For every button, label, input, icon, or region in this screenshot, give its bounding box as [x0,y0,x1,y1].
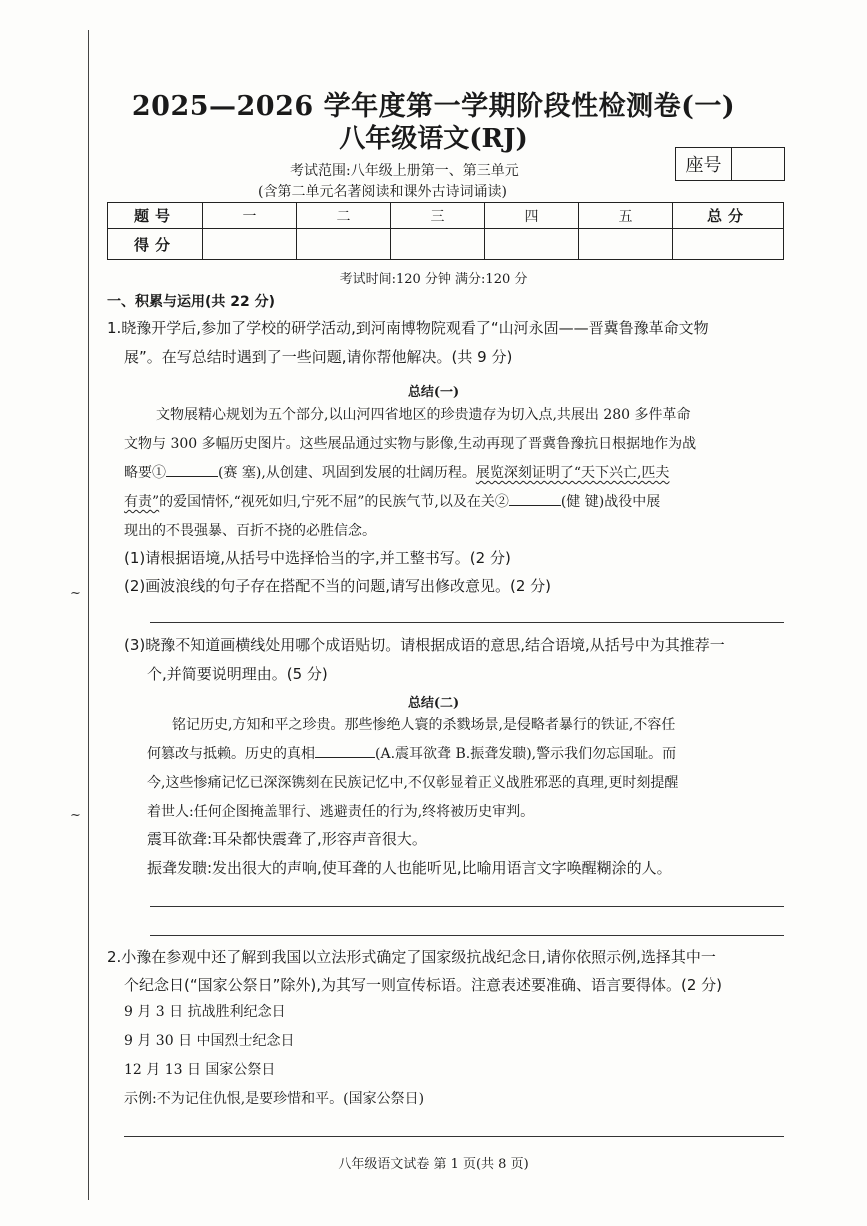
score-cell[interactable] [203,229,297,260]
score-header-total: 总分 [673,203,784,229]
passage-line [147,740,676,769]
memorial-day: 9 月 3 日 抗战胜利纪念日 [124,1004,286,1020]
wavy-sentence: 展览深刻证明了“天下兴亡,匹夫 [475,465,670,481]
exam-subtitle: 八年级语文(RJ) [339,124,528,154]
score-header-label: 题号 [108,203,203,229]
memorial-day: 9 月 30 日 中国烈士纪念日 [124,1033,295,1049]
seat-number-field[interactable] [732,148,784,180]
exam-title: 2025—2026 学年度第一学期阶段性检测卷(一) [131,91,736,122]
sub-question: (2)画波浪线的句子存在搭配不当的问题,请写出修改意见。(2 分) [124,577,552,595]
question-text: 2.小豫在参观中还了解到我国以立法形式确定了国家级抗战纪念日,请你依照示例,选择其中一 [107,948,716,966]
passage-line: 文物与 300 多幅历史图片。这些展品通过实物与影像,生动再现了晋冀鲁豫抗日根据地作为战 [124,436,697,452]
blank-2[interactable] [509,491,561,506]
question-text: 展”。在写总结时遇到了一些问题,请你帮他解决。(共 9 分) [124,348,513,366]
idiom-definition: 震耳欲聋:耳朵都快震聋了,形容声音很大。 [147,830,427,848]
binding-line [88,30,89,1200]
wavy-sentence: 有责” [124,494,160,510]
passage-fragment: (赛 塞),从创建、巩固到发展的壮阔历程。 [218,465,476,481]
passage-line: 铭记历史,方知和平之珍贵。那些惨绝人寰的杀戮场景,是侵略者暴行的铁证,不容任 [172,717,676,733]
passage-fragment: (A.震耳欲聋 B.振聋发聩),警示我们勿忘国耻。而 [375,746,677,762]
answer-line[interactable] [150,906,784,907]
passage-line [124,488,660,517]
sub-question: (3)晓豫不知道画横线处用哪个成语贴切。请根据成语的意思,结合语境,从括号中为其推荐一 [124,636,725,654]
blank-3[interactable] [315,743,375,758]
score-header-cell: 五 [579,203,673,229]
question-text: 1.晓豫开学后,参加了学校的研学活动,到河南博物院观看了“山河永固——晋冀鲁豫革命文物 [107,319,709,337]
section-heading: 一、积累与运用(共 22 分) [107,294,276,310]
score-cell[interactable] [579,229,673,260]
seat-number-box [675,147,785,181]
sub-question: 个,并简要说明理由。(5 分) [147,665,328,683]
page-footer: 八年级语文试卷 第 1 页(共 8 页) [338,1157,529,1172]
summary-title: 总结(二) [407,696,460,711]
answer-line[interactable] [150,935,784,936]
passage-line [124,459,669,488]
passage-line: 着世人:任何企图掩盖罪行、逃避责任的行为,终将被历史审判。 [147,804,535,820]
answer-line[interactable] [150,622,784,623]
score-header-cell: 四 [485,203,579,229]
passage-fragment: (健 键)战役中展 [560,494,661,510]
score-header-cell: 二 [297,203,391,229]
example-slogan: 示例:不为记住仇恨,是要珍惜和平。(国家公祭日) [124,1091,425,1107]
binding-mark: ~ [70,586,81,601]
summary-title: 总结(一) [407,385,460,400]
blank-1[interactable] [166,462,218,477]
score-header-cell: 三 [391,203,485,229]
passage-fragment: 的爱国情怀,“视死如归,宁死不屈”的民族气节,以及在关② [159,494,509,510]
answer-line[interactable] [124,1136,784,1137]
passage-fragment: 何篡改与抵赖。历史的真相 [147,746,315,762]
exam-time: 考试时间:120 分钟 满分:120 分 [339,272,528,287]
score-cell[interactable] [485,229,579,260]
memorial-day: 12 月 13 日 国家公祭日 [124,1062,276,1078]
question-text: 个纪念日(“国家公祭日”除外),为其写一则宣传标语。注意表述要准确、语言要得体。(2 分) [124,976,723,994]
exam-scope-note: (含第二单元名著阅读和课外古诗词诵读) [258,184,507,200]
score-table [107,202,784,260]
passage-fragment: 略要① [124,465,166,481]
score-header-cell: 一 [203,203,297,229]
score-row-label: 得分 [108,229,203,260]
seat-label: 座号 [676,148,732,180]
passage-line: 文物展精心规划为五个部分,以山河四省地区的珍贵遗存为切入点,共展出 280 多件革命 [156,407,691,423]
score-cell[interactable] [673,229,784,260]
binding-mark: ~ [70,808,81,823]
score-cell[interactable] [297,229,391,260]
passage-line: 今,这些惨痛记忆已深深镌刻在民族记忆中,不仅彰显着正义战胜邪恶的真理,更时刻提醒 [147,775,679,791]
idiom-definition: 振聋发聩:发出很大的声响,使耳聋的人也能听见,比喻用语言文字唤醒糊涂的人。 [147,859,672,877]
passage-line: 现出的不畏强暴、百折不挠的必胜信念。 [124,523,376,539]
sub-question: (1)请根据语境,从括号中选择恰当的字,并工整书写。(2 分) [124,549,511,567]
score-cell[interactable] [391,229,485,260]
exam-scope: 考试范围:八年级上册第一、第三单元 [290,163,519,179]
